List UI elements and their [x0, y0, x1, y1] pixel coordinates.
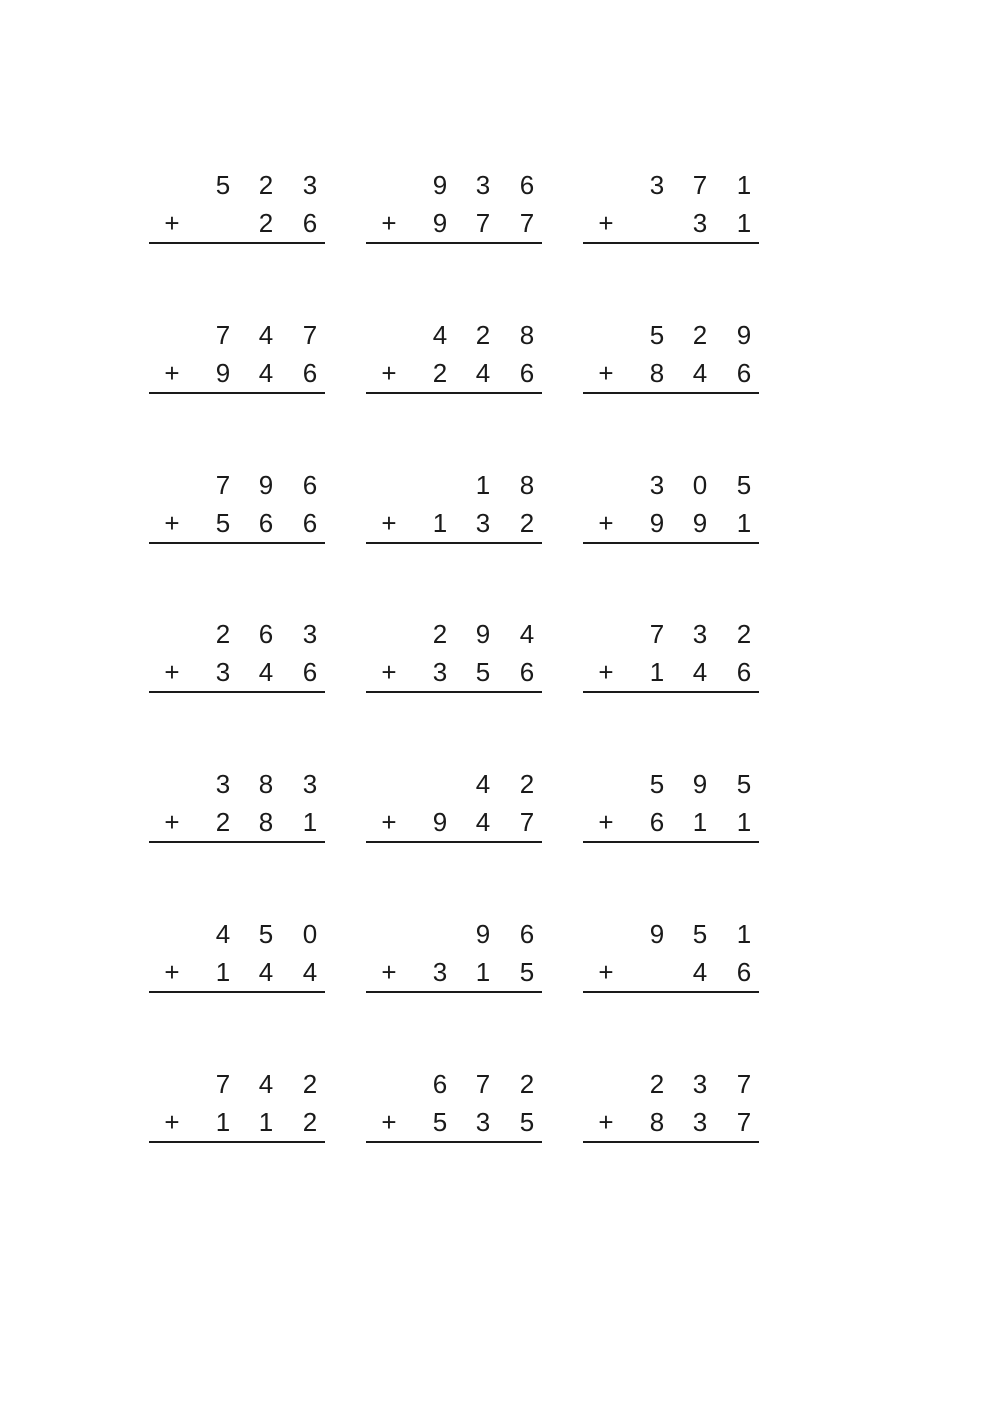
top-addend [583, 168, 759, 202]
top-addend [366, 468, 542, 502]
digit: 0 [302, 919, 318, 949]
plus-sign: + [164, 508, 180, 538]
digit: 1 [258, 1107, 274, 1137]
digit: 1 [475, 957, 491, 987]
bottom-addend [583, 655, 759, 689]
bottom-addend [583, 506, 759, 540]
digit: 2 [302, 1069, 318, 1099]
digit: 4 [432, 320, 448, 350]
digit: 3 [432, 657, 448, 687]
digit: 6 [736, 957, 752, 987]
digit: 1 [736, 508, 752, 538]
answer-line [583, 841, 759, 843]
top-addend [583, 617, 759, 651]
digit: 9 [475, 919, 491, 949]
digit: 3 [692, 208, 708, 238]
digit: 6 [432, 1069, 448, 1099]
digit: 6 [519, 657, 535, 687]
answer-line [366, 242, 542, 244]
top-addend [149, 767, 325, 801]
digit: 9 [736, 320, 752, 350]
digit: 4 [258, 957, 274, 987]
digit: 9 [692, 508, 708, 538]
digit: 6 [736, 657, 752, 687]
addition-problem [583, 917, 759, 1007]
digit: 5 [258, 919, 274, 949]
digit: 4 [258, 657, 274, 687]
digit: 5 [736, 769, 752, 799]
digit: 9 [432, 807, 448, 837]
bottom-addend [366, 655, 542, 689]
top-addend [366, 1067, 542, 1101]
answer-line [583, 242, 759, 244]
digit: 3 [692, 1069, 708, 1099]
digit: 9 [432, 170, 448, 200]
bottom-addend [149, 655, 325, 689]
digit: 6 [649, 807, 665, 837]
addition-problem [366, 767, 542, 857]
digit: 4 [475, 769, 491, 799]
digit: 5 [519, 957, 535, 987]
plus-sign: + [164, 358, 180, 388]
addition-problem [366, 468, 542, 558]
answer-line [149, 242, 325, 244]
digit: 5 [215, 170, 231, 200]
addition-problem [583, 1067, 759, 1157]
digit: 8 [519, 320, 535, 350]
plus-sign: + [164, 208, 180, 238]
digit: 4 [692, 657, 708, 687]
digit: 4 [692, 957, 708, 987]
digit: 1 [215, 957, 231, 987]
digit: 7 [736, 1107, 752, 1137]
digit: 3 [475, 170, 491, 200]
answer-line [149, 991, 325, 993]
digit: 3 [432, 957, 448, 987]
addition-problem [583, 318, 759, 408]
digit: 1 [649, 657, 665, 687]
top-addend [366, 767, 542, 801]
top-addend [149, 318, 325, 352]
digit: 2 [649, 1069, 665, 1099]
digit: 3 [649, 470, 665, 500]
digit: 1 [736, 208, 752, 238]
digit: 1 [432, 508, 448, 538]
digit: 3 [692, 619, 708, 649]
plus-sign: + [381, 508, 397, 538]
bottom-addend [583, 1105, 759, 1139]
digit: 7 [736, 1069, 752, 1099]
plus-sign: + [164, 1107, 180, 1137]
bottom-addend [149, 506, 325, 540]
digit: 7 [215, 470, 231, 500]
answer-line [583, 991, 759, 993]
digit: 5 [692, 919, 708, 949]
top-addend [583, 318, 759, 352]
digit: 1 [736, 919, 752, 949]
answer-line [583, 691, 759, 693]
digit: 6 [302, 508, 318, 538]
digit: 7 [215, 320, 231, 350]
digit: 6 [519, 919, 535, 949]
digit: 9 [475, 619, 491, 649]
digit: 5 [215, 508, 231, 538]
addition-problem [366, 917, 542, 1007]
digit: 2 [258, 170, 274, 200]
digit: 6 [302, 657, 318, 687]
digit: 7 [649, 619, 665, 649]
digit: 5 [432, 1107, 448, 1137]
answer-line [583, 392, 759, 394]
digit: 5 [736, 470, 752, 500]
plus-sign: + [381, 208, 397, 238]
plus-sign: + [164, 957, 180, 987]
bottom-addend [583, 356, 759, 390]
digit: 2 [302, 1107, 318, 1137]
addition-problem [366, 617, 542, 707]
top-addend [149, 617, 325, 651]
plus-sign: + [164, 657, 180, 687]
digit: 3 [215, 657, 231, 687]
digit: 8 [649, 358, 665, 388]
answer-line [366, 542, 542, 544]
digit: 2 [736, 619, 752, 649]
top-addend [366, 168, 542, 202]
digit: 4 [475, 358, 491, 388]
digit: 7 [519, 807, 535, 837]
bottom-addend [149, 1105, 325, 1139]
top-addend [583, 917, 759, 951]
digit: 3 [475, 508, 491, 538]
top-addend [366, 917, 542, 951]
digit: 7 [215, 1069, 231, 1099]
digit: 2 [215, 807, 231, 837]
bottom-addend [149, 805, 325, 839]
answer-line [149, 1141, 325, 1143]
answer-line [149, 841, 325, 843]
bottom-addend [583, 805, 759, 839]
bottom-addend [149, 206, 325, 240]
digit: 5 [475, 657, 491, 687]
digit: 2 [432, 619, 448, 649]
digit: 1 [215, 1107, 231, 1137]
answer-line [149, 542, 325, 544]
bottom-addend [366, 955, 542, 989]
digit: 7 [519, 208, 535, 238]
digit: 6 [302, 208, 318, 238]
digit: 4 [258, 320, 274, 350]
digit: 2 [692, 320, 708, 350]
plus-sign: + [598, 807, 614, 837]
digit [642, 955, 672, 989]
digit: 6 [736, 358, 752, 388]
top-addend [366, 318, 542, 352]
digit: 7 [302, 320, 318, 350]
digit: 3 [692, 1107, 708, 1137]
answer-line [366, 392, 542, 394]
digit: 3 [649, 170, 665, 200]
answer-line [366, 691, 542, 693]
digit [425, 468, 455, 502]
digit: 5 [519, 1107, 535, 1137]
digit: 9 [649, 508, 665, 538]
addition-problem [149, 917, 325, 1007]
bottom-addend [366, 1105, 542, 1139]
answer-line [583, 1141, 759, 1143]
digit: 8 [258, 807, 274, 837]
digit: 4 [692, 358, 708, 388]
digit: 4 [475, 807, 491, 837]
addition-problem [583, 617, 759, 707]
plus-sign: + [381, 957, 397, 987]
digit: 5 [649, 320, 665, 350]
digit: 1 [736, 170, 752, 200]
digit: 7 [475, 1069, 491, 1099]
digit: 4 [258, 1069, 274, 1099]
digit: 4 [302, 957, 318, 987]
digit: 2 [215, 619, 231, 649]
top-addend [149, 468, 325, 502]
plus-sign: + [381, 358, 397, 388]
digit: 6 [519, 170, 535, 200]
plus-sign: + [381, 1107, 397, 1137]
plus-sign: + [598, 508, 614, 538]
plus-sign: + [381, 657, 397, 687]
digit: 0 [692, 470, 708, 500]
digit: 4 [519, 619, 535, 649]
digit: 1 [736, 807, 752, 837]
digit: 2 [519, 769, 535, 799]
digit: 3 [302, 619, 318, 649]
digit: 6 [302, 470, 318, 500]
digit: 9 [215, 358, 231, 388]
addition-problem [149, 617, 325, 707]
plus-sign: + [598, 657, 614, 687]
digit: 6 [258, 619, 274, 649]
digit: 6 [258, 508, 274, 538]
digit: 1 [302, 807, 318, 837]
digit: 9 [649, 919, 665, 949]
bottom-addend [583, 955, 759, 989]
answer-line [149, 392, 325, 394]
digit [425, 917, 455, 951]
plus-sign: + [598, 208, 614, 238]
bottom-addend [149, 356, 325, 390]
addition-problem [149, 318, 325, 408]
digit: 7 [692, 170, 708, 200]
top-addend [583, 767, 759, 801]
addition-problem [583, 468, 759, 558]
digit: 4 [258, 358, 274, 388]
top-addend [149, 1067, 325, 1101]
top-addend [149, 917, 325, 951]
digit: 9 [432, 208, 448, 238]
digit: 8 [519, 470, 535, 500]
digit: 1 [692, 807, 708, 837]
digit: 9 [258, 470, 274, 500]
answer-line [583, 542, 759, 544]
bottom-addend [149, 955, 325, 989]
top-addend [149, 168, 325, 202]
digit: 3 [302, 769, 318, 799]
bottom-addend [366, 506, 542, 540]
digit: 1 [475, 470, 491, 500]
plus-sign: + [598, 957, 614, 987]
addition-problem [149, 767, 325, 857]
plus-sign: + [164, 807, 180, 837]
digit: 3 [475, 1107, 491, 1137]
plus-sign: + [598, 358, 614, 388]
digit: 6 [519, 358, 535, 388]
addition-problem [149, 1067, 325, 1157]
answer-line [149, 691, 325, 693]
top-addend [583, 468, 759, 502]
bottom-addend [366, 805, 542, 839]
digit: 7 [475, 208, 491, 238]
digit [208, 206, 238, 240]
addition-problem [366, 1067, 542, 1157]
bottom-addend [366, 356, 542, 390]
bottom-addend [366, 206, 542, 240]
addition-problem [366, 168, 542, 258]
digit [425, 767, 455, 801]
digit [642, 206, 672, 240]
addition-problem [149, 468, 325, 558]
digit: 6 [302, 358, 318, 388]
digit: 9 [692, 769, 708, 799]
digit: 5 [649, 769, 665, 799]
plus-sign: + [381, 807, 397, 837]
answer-line [366, 841, 542, 843]
plus-sign: + [598, 1107, 614, 1137]
addition-problem [366, 318, 542, 408]
bottom-addend [583, 206, 759, 240]
digit: 2 [258, 208, 274, 238]
digit: 2 [519, 508, 535, 538]
addition-problem [583, 168, 759, 258]
digit: 2 [519, 1069, 535, 1099]
digit: 3 [215, 769, 231, 799]
answer-line [366, 991, 542, 993]
digit: 3 [302, 170, 318, 200]
top-addend [583, 1067, 759, 1101]
digit: 4 [215, 919, 231, 949]
digit: 2 [432, 358, 448, 388]
addition-problem [583, 767, 759, 857]
top-addend [366, 617, 542, 651]
addition-problem [149, 168, 325, 258]
digit: 8 [649, 1107, 665, 1137]
digit: 8 [258, 769, 274, 799]
digit: 2 [475, 320, 491, 350]
answer-line [366, 1141, 542, 1143]
